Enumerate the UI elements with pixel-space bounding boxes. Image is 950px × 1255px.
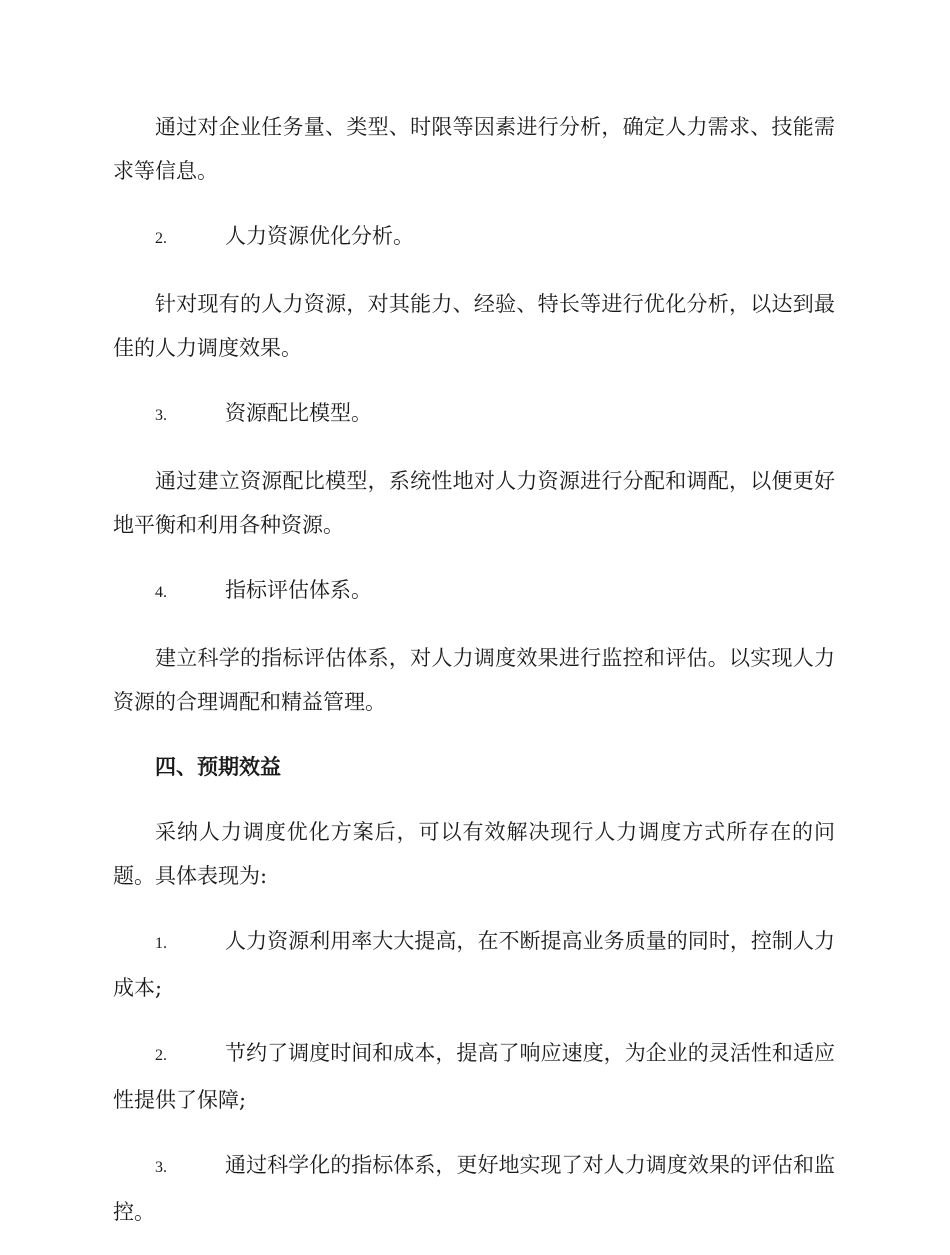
list-number: 2. bbox=[155, 230, 167, 247]
list-item-text: 资源配比模型。 bbox=[225, 401, 372, 425]
paragraph-benefits-intro: 采纳人力调度优化方案后，可以有效解决现行人力调度方式所存在的问题。具体表现为: bbox=[113, 820, 835, 888]
paragraph-resource-model: 通过建立资源配比模型，系统性地对人力资源进行分配和调配，以便更好地平衡和利用各种资源。 bbox=[113, 469, 835, 537]
document-body bbox=[113, 105, 835, 1255]
paragraph-hr-optimization: 针对现有的人力资源，对其能力、经验、特长等进行优化分析，以达到最佳的人力调度效果。 bbox=[113, 292, 835, 360]
list-number: 4. bbox=[155, 584, 167, 601]
list-number: 3. bbox=[155, 407, 167, 424]
paragraph-indicator-system: 建立科学的指标评估体系，对人力调度效果进行监控和评估。以实现人力资源的合理调配和精益管理。 bbox=[113, 646, 835, 714]
list-item-indicator-system bbox=[113, 568, 835, 615]
list-item-resource-model bbox=[113, 391, 835, 438]
list-item-hr-optimization bbox=[113, 214, 835, 261]
list-item-text: 通过科学化的指标体系，更好地实现了对人力调度效果的评估和监控。 bbox=[113, 1153, 835, 1224]
list-number: 2. bbox=[155, 1047, 167, 1064]
list-item-benefit-time-cost bbox=[113, 1031, 835, 1122]
list-item-benefit-utilization bbox=[113, 919, 835, 1010]
section-heading-expected-benefits: 四、预期效益 bbox=[155, 755, 281, 779]
list-item-text: 人力资源利用率大大提高，在不断提高业务质量的同时，控制人力成本; bbox=[113, 929, 835, 1000]
list-number: 1. bbox=[155, 935, 167, 952]
list-item-text: 人力资源优化分析。 bbox=[225, 224, 414, 248]
list-number: 3. bbox=[155, 1159, 167, 1176]
list-item-text: 指标评估体系。 bbox=[225, 578, 372, 602]
list-item-text: 节约了调度时间和成本，提高了响应速度，为企业的灵活性和适应性提供了保障; bbox=[113, 1041, 835, 1112]
list-item-benefit-evaluation bbox=[113, 1143, 835, 1234]
paragraph-task-analysis: 通过对企业任务量、类型、时限等因素进行分析，确定人力需求、技能需求等信息。 bbox=[113, 115, 835, 183]
